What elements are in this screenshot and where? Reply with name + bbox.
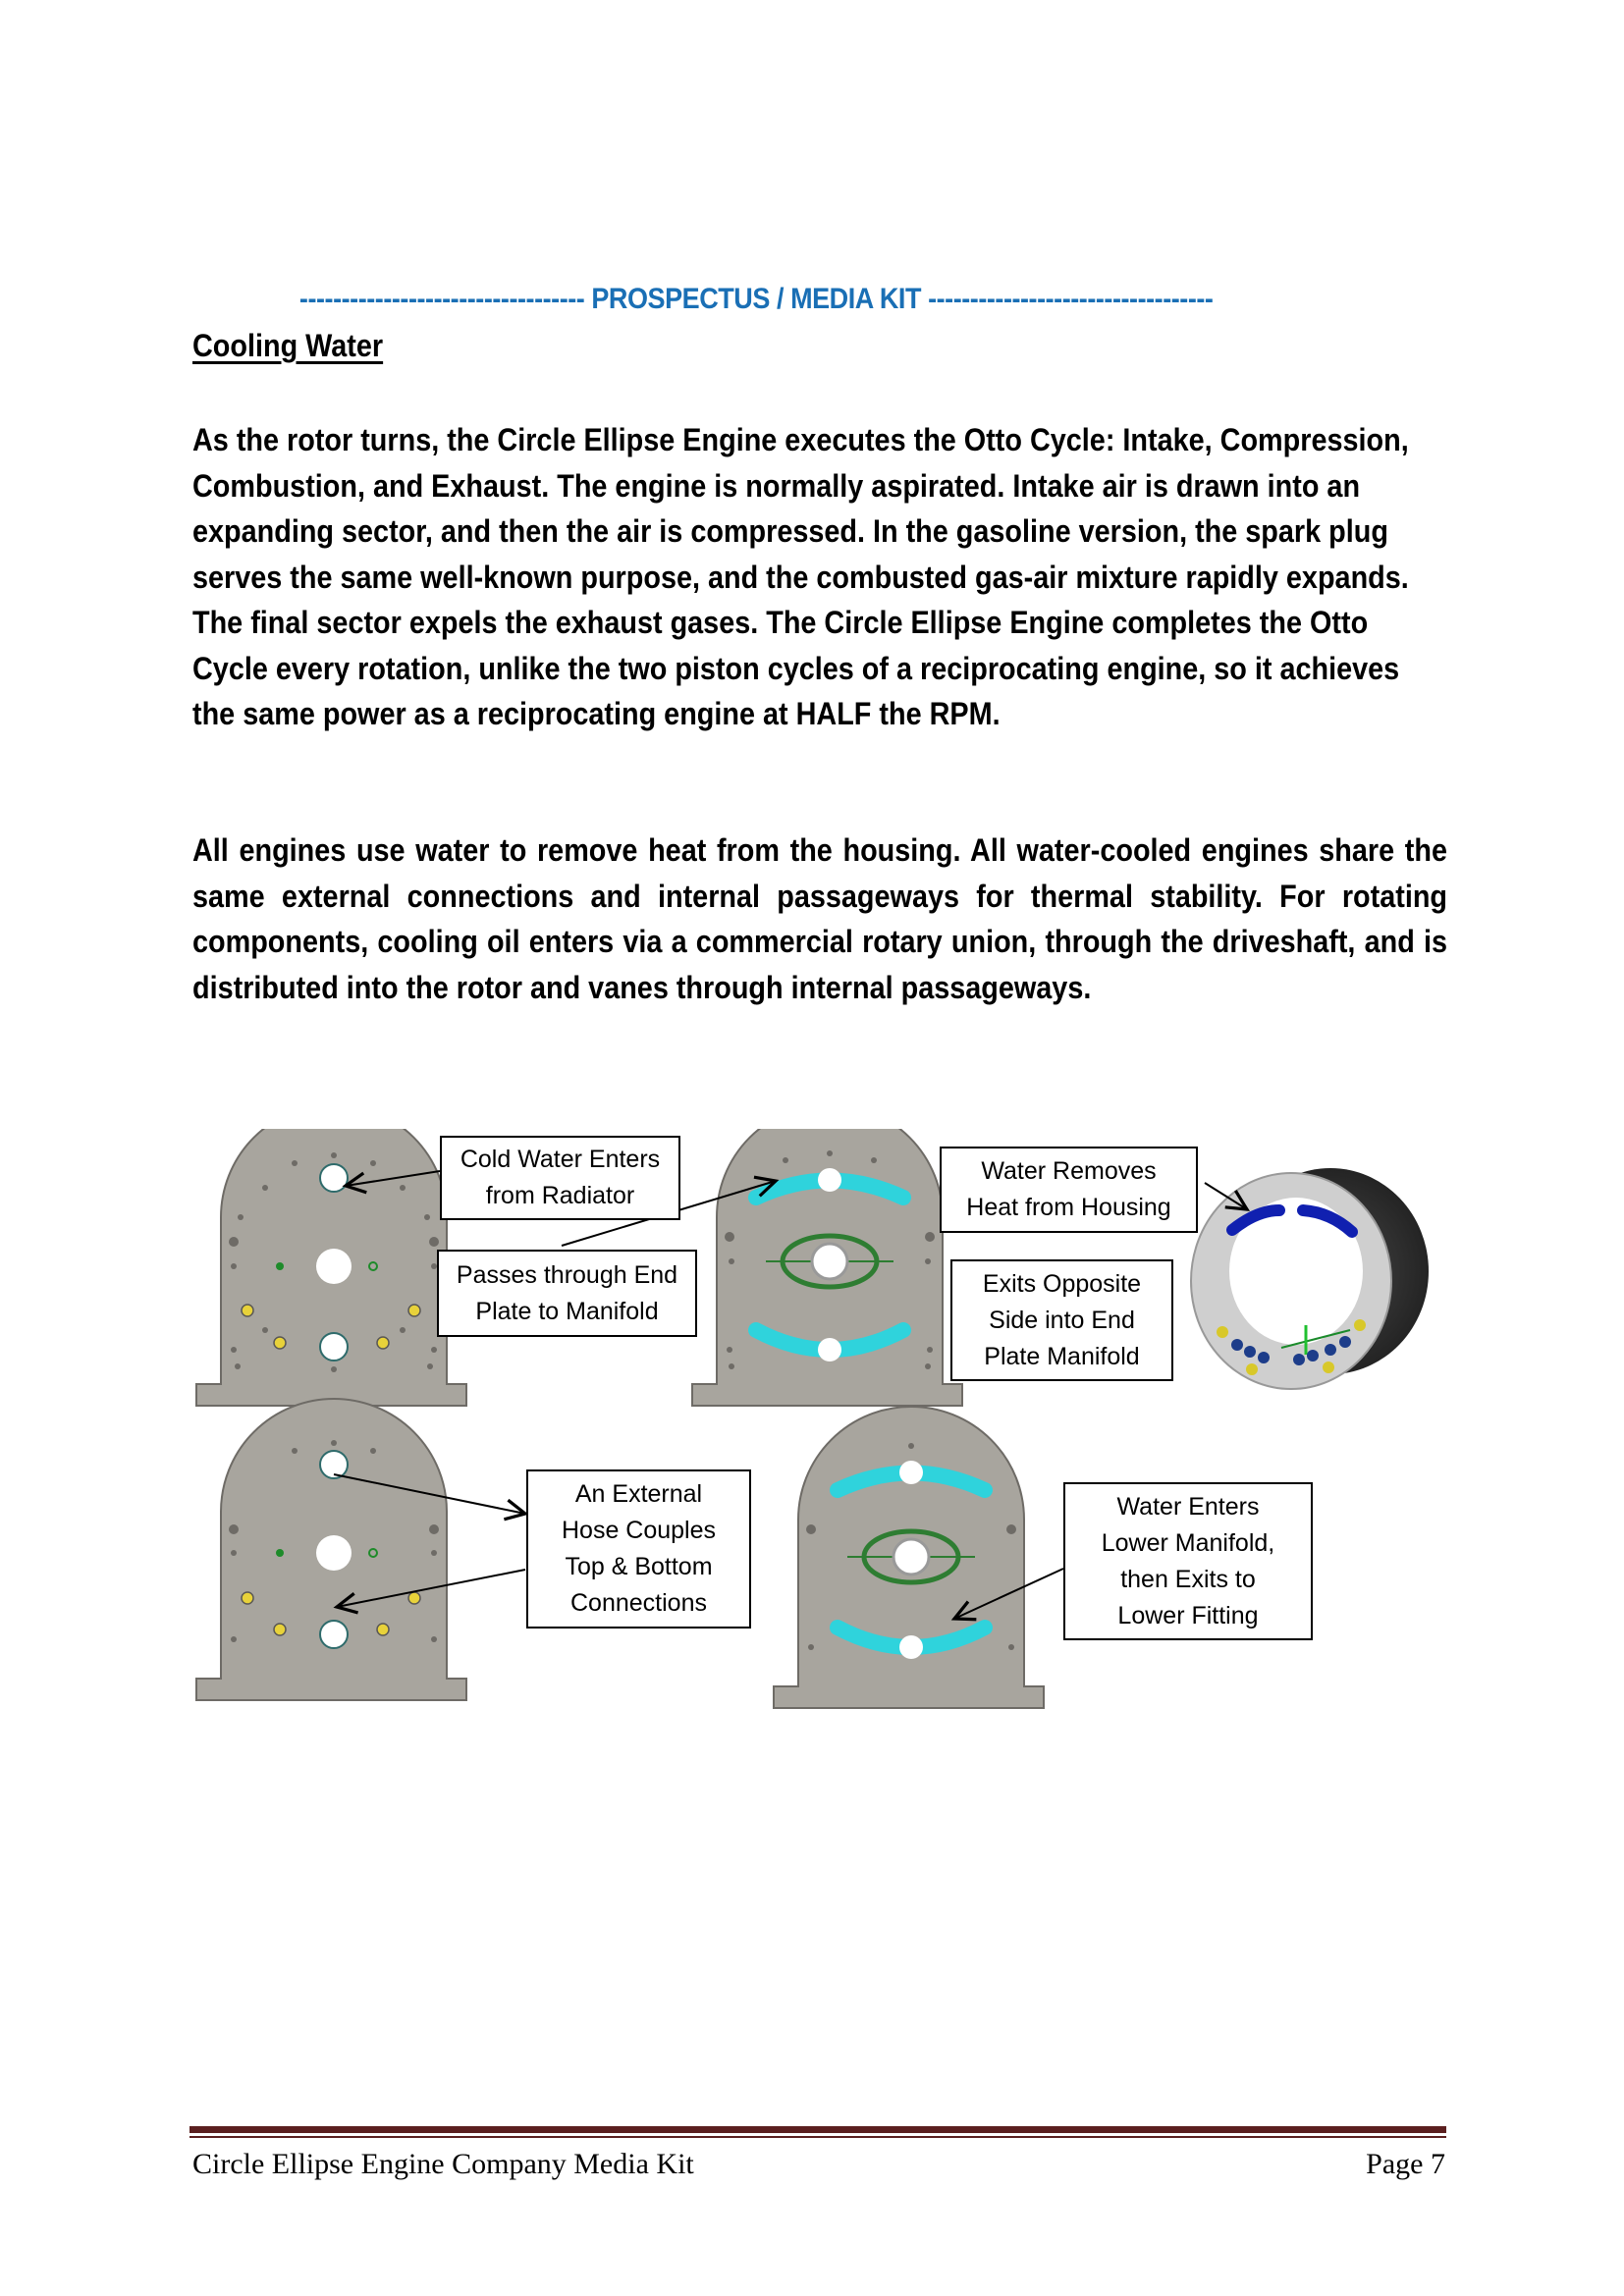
center-bore — [316, 1249, 352, 1284]
cooling-water-figure — [187, 1129, 1483, 1718]
end-plate-2 — [692, 1129, 962, 1406]
callout-passes-through: Passes through End Plate to Manifold — [437, 1250, 697, 1337]
paragraph-otto-cycle: As the rotor turns, the Circle Ellipse Engine executes the Otto Cycle: Intake, Compression, Combustion, and Exhaust. The engine is normally aspirated. Intake air is drawn into an expanding sector, and then the air is compressed. In the gasoline version, the spark plug serves the same well-known purpose, and the combusted gas-air mixture rapidly expands. The final sector expels the exhaust gases. The Circle Ellipse Engine completes the Otto Cycle every rotation, unlike the two piston cycles of a reciprocating engine, so it achieves the same power as a reciprocating engine at HALF the RPM. — [192, 422, 1409, 731]
housing — [1191, 1168, 1429, 1389]
end-plate-1 — [196, 1129, 466, 1406]
callout-water-removes: Water Removes Heat from Housing — [940, 1147, 1198, 1233]
banner-title: PROSPECTUS / MEDIA KIT — [591, 283, 922, 315]
end-plate-3 — [196, 1399, 466, 1700]
footer-divider — [189, 2126, 1446, 2138]
banner-dashes-left: ---------------------------------- — [298, 283, 585, 315]
callout-cold-water: Cold Water Enters from Radiator — [440, 1136, 680, 1220]
page-number: Page 7 — [1366, 2148, 1445, 2180]
callout-external-hose: An External Hose Couples Top & Bottom Connections — [526, 1469, 751, 1629]
section-heading: Cooling Water — [192, 328, 384, 363]
callout-water-enters: Water Enters Lower Manifold, then Exits to Lower Fitting — [1063, 1482, 1313, 1640]
bottom-port — [320, 1333, 348, 1361]
banner-dashes-right: ---------------------------------- — [928, 283, 1214, 315]
prospectus-banner — [192, 283, 1320, 316]
paragraph-cooling: All engines use water to remove heat from the housing. All water-cooled engines share the same external connections and internal passageways for thermal stability. For rotating components, cooling oil enters via a commercial rotary union, through the driveshaft, and is distributed into the rotor and vanes through internal passageways. — [192, 832, 1447, 1005]
top-port — [320, 1164, 348, 1192]
callout-exits-opposite: Exits Opposite Side into End Plate Manifold — [950, 1259, 1173, 1381]
footer-title: Circle Ellipse Engine Company Media Kit — [192, 2148, 694, 2180]
end-plate-4 — [774, 1407, 1044, 1708]
